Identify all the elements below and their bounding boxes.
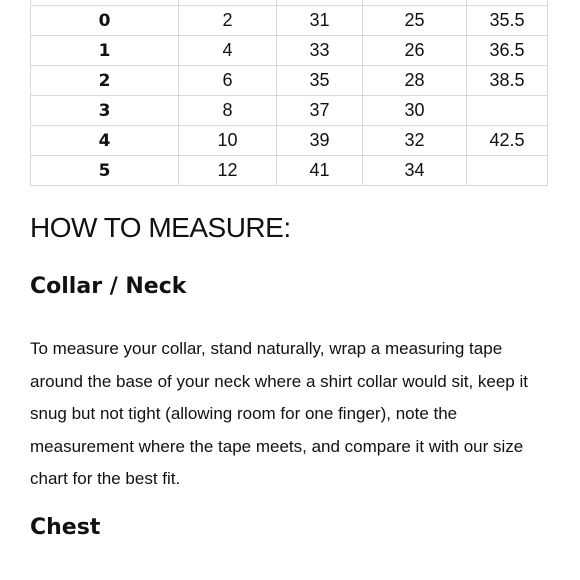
table-cell: 10 [179, 126, 277, 156]
table-cell: 34 [363, 156, 467, 186]
table-cell: 41 [277, 156, 363, 186]
table-cell: 4 [179, 36, 277, 66]
size-chart-body [31, 0, 548, 186]
table-cell: 8 [179, 96, 277, 126]
size-cell: 1 [31, 36, 179, 66]
table-cell: 12 [179, 156, 277, 186]
table-row [31, 6, 548, 36]
table-cell: 42.5 [467, 126, 548, 156]
how-to-measure-title: HOW TO MEASURE: [30, 212, 291, 243]
size-cell: 0 [31, 6, 179, 36]
table-row [31, 126, 548, 156]
table-row [31, 156, 548, 186]
table-cell: 32 [363, 126, 467, 156]
table-row [31, 66, 548, 96]
collar-instructions: To measure your collar, stand naturally, wrap a measuring tape around the base of your neck where a shirt collar would sit, keep it snug but not tight (allowing room for one finger), note the measurement where the tape meets, and compare it with our size chart for the best fit. [30, 339, 528, 488]
table-cell: 38.5 [467, 66, 548, 96]
table-cell: 37 [277, 96, 363, 126]
size-cell: 5 [31, 156, 179, 186]
size-cell: 4 [31, 126, 179, 156]
chest-heading: Chest [30, 515, 101, 540]
table-row [31, 96, 548, 126]
table-cell: 26 [363, 36, 467, 66]
table-cell [467, 96, 548, 126]
table-cell: 28 [363, 66, 467, 96]
table-cell: 39 [277, 126, 363, 156]
table-cell: 36.5 [467, 36, 548, 66]
table-cell [467, 156, 548, 186]
table-row [31, 36, 548, 66]
table-cell: 35.5 [467, 6, 548, 36]
table-cell: 30 [363, 96, 467, 126]
table-cell: 2 [179, 6, 277, 36]
table-cell: 25 [363, 6, 467, 36]
table-cell: 35 [277, 66, 363, 96]
size-cell: 3 [31, 96, 179, 126]
size-cell: 2 [31, 66, 179, 96]
size-chart-table [30, 0, 548, 186]
collar-neck-heading: Collar / Neck [30, 274, 187, 299]
table-cell: 33 [277, 36, 363, 66]
table-cell: 6 [179, 66, 277, 96]
table-cell: 31 [277, 6, 363, 36]
